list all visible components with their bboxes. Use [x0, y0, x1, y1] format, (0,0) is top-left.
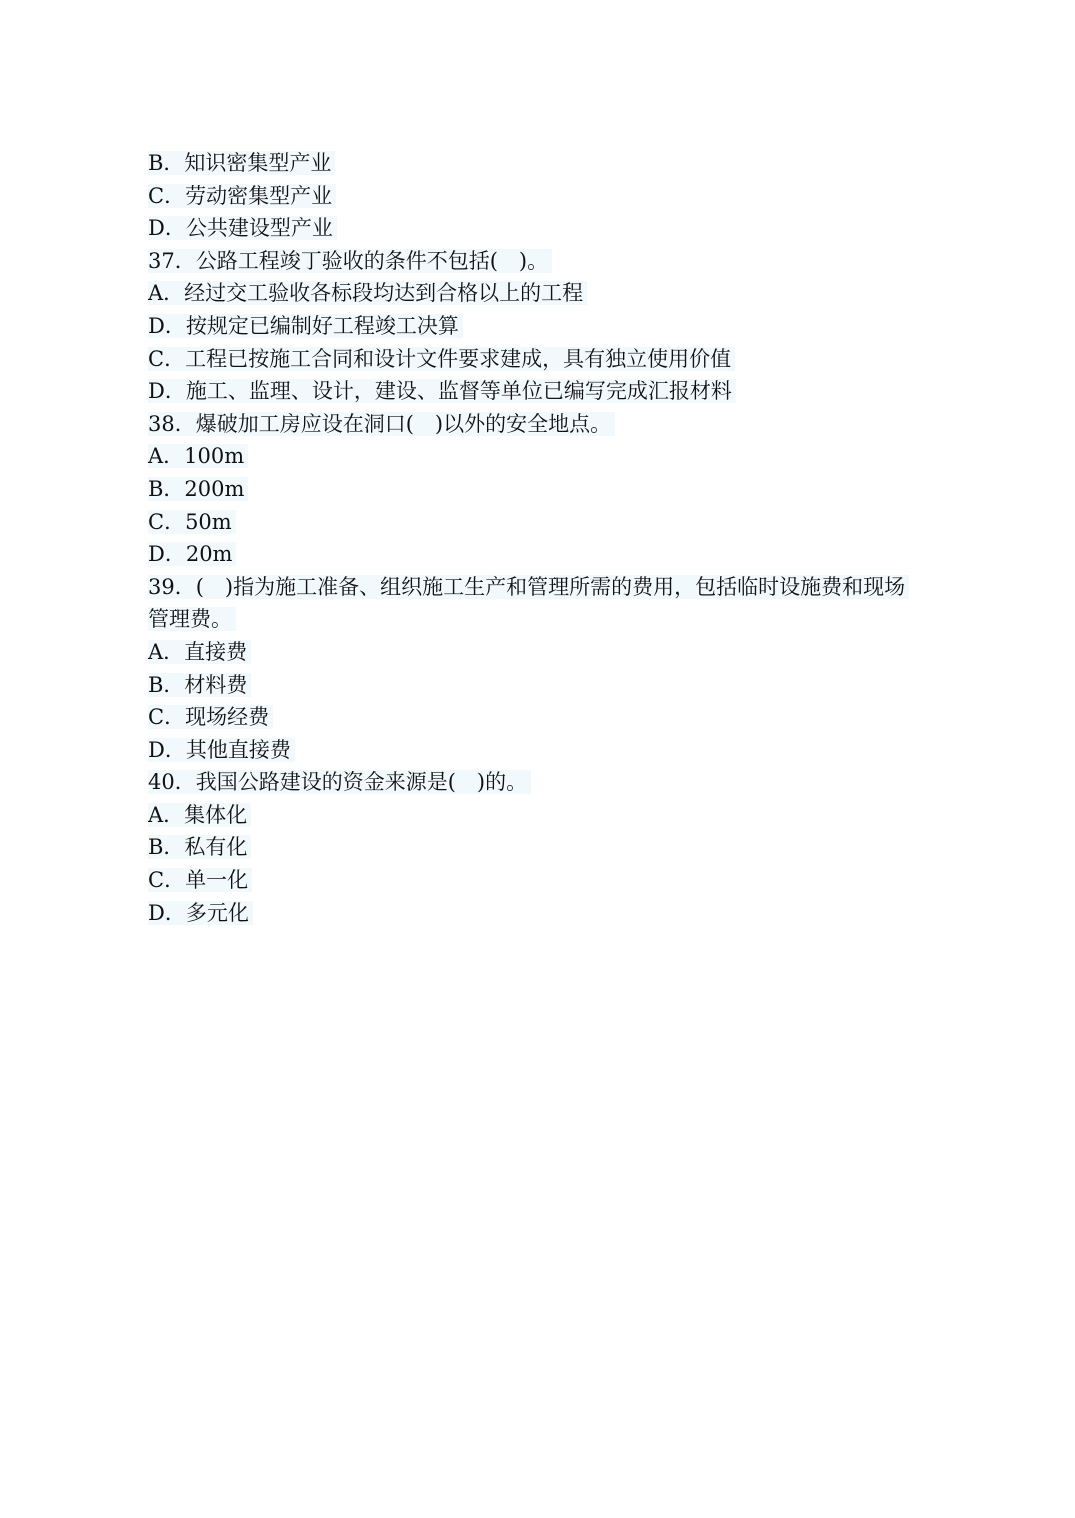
question-line: 39．( )指为施工准备、组织施工生产和管理所需的费用，包括临时设施费和现场	[148, 571, 938, 604]
option-line: A．直接费	[148, 636, 938, 669]
option-line: B．知识密集型产业	[148, 147, 938, 180]
option-line: C．劳动密集型产业	[148, 180, 938, 213]
option-line: C．现场经费	[148, 701, 938, 734]
question-line: 38．爆破加工房应设在洞口( )以外的安全地点。	[148, 408, 938, 441]
option-line: B．材料费	[148, 669, 938, 702]
option-line: D．其他直接费	[148, 734, 938, 767]
option-line: B．私有化	[148, 831, 938, 864]
option-line: C．单一化	[148, 864, 938, 897]
question-line: 40．我国公路建设的资金来源是( )的。	[148, 766, 938, 799]
option-line: B．200m	[148, 473, 938, 506]
question-line-continued: 管理费。	[148, 603, 938, 636]
option-line: D．施工、监理、设计，建设、监督等单位已编写完成汇报材料	[148, 375, 938, 408]
option-line: D．20m	[148, 538, 938, 571]
option-line: D．按规定已编制好工程竣工决算	[148, 310, 938, 343]
option-line: D．公共建设型产业	[148, 212, 938, 245]
document-body	[148, 147, 938, 929]
option-line: A．经过交工验收各标段均达到合格以上的工程	[148, 277, 938, 310]
option-line: C．工程已按施工合同和设计文件要求建成，具有独立使用价值	[148, 343, 938, 376]
option-line: C．50m	[148, 506, 938, 539]
option-line: A．100m	[148, 440, 938, 473]
option-line: D．多元化	[148, 897, 938, 930]
option-line: A．集体化	[148, 799, 938, 832]
question-line: 37．公路工程竣丁验收的条件不包括( )。	[148, 245, 938, 278]
